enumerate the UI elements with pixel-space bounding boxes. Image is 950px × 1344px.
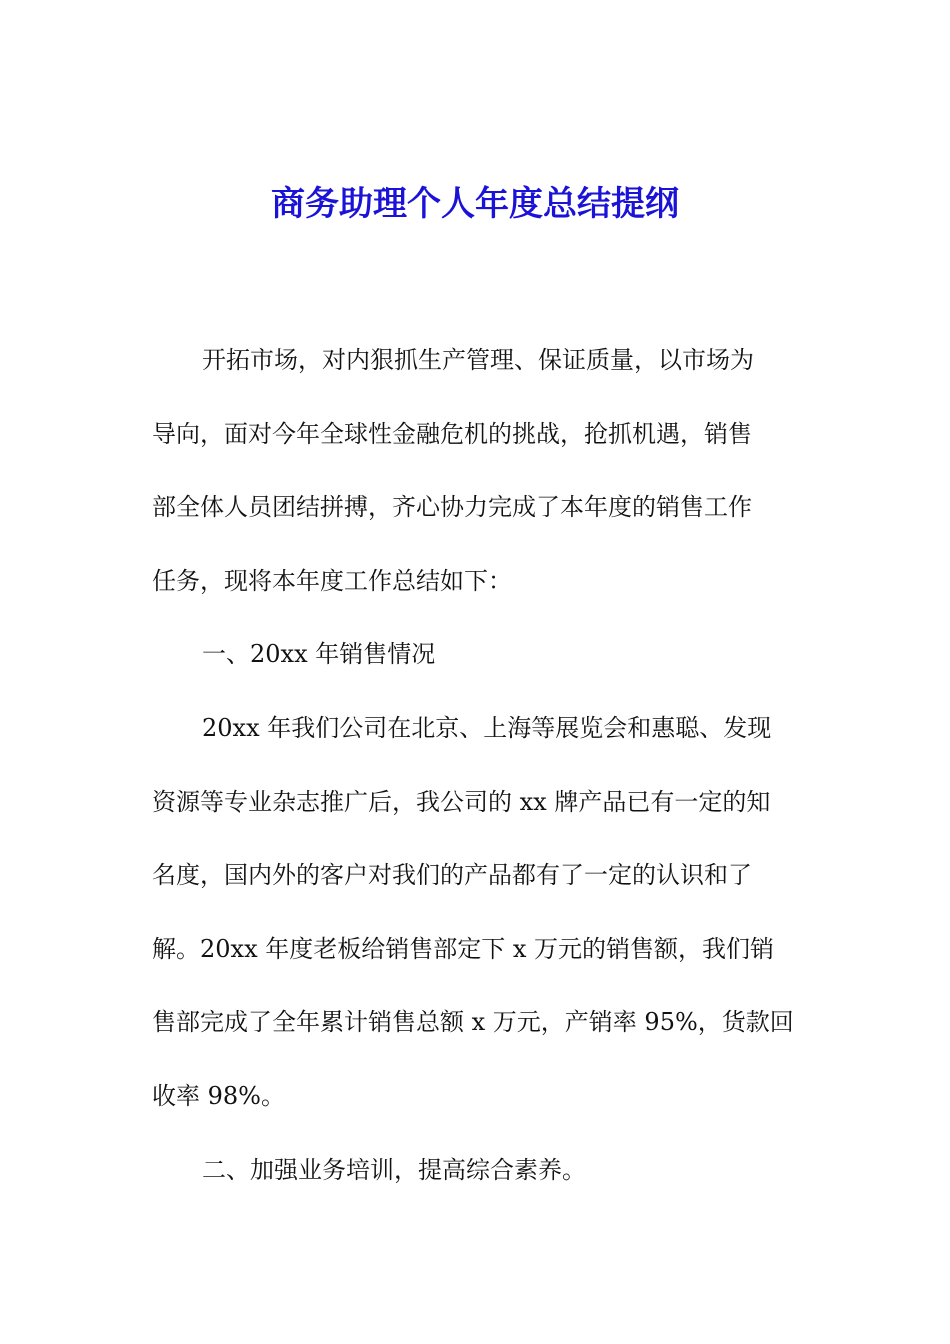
paragraph-line: 售部完成了全年累计销售总额 x 万元，产销率 95%，货款回 (152, 1008, 794, 1037)
document-title: 商务助理个人年度总结提纲 (271, 184, 679, 224)
paragraph-line: 收率 98%。 (152, 1081, 285, 1110)
paragraph-line: 资源等专业杂志推广后，我公司的 xx 牌产品已有一定的知 (152, 787, 771, 816)
paragraph-line: 任务，现将本年度工作总结如下： (152, 566, 512, 595)
paragraph-line: 部全体人员团结拼搏，齐心协力完成了本年度的销售工作 (152, 493, 752, 522)
paragraph-line: 导向，面对今年全球性金融危机的挑战，抢抓机遇，销售 (152, 419, 752, 448)
paragraph-line: 名度，国内外的客户对我们的产品都有了一定的认识和了 (152, 861, 752, 890)
paragraph-line: 开拓市场，对内狠抓生产管理、保证质量，以市场为 (202, 346, 754, 374)
paragraph-line: 20xx 年我们公司在北京、上海等展览会和惠聪、发现 (202, 713, 772, 742)
section-heading: 二、加强业务培训，提高综合素养。 (202, 1155, 586, 1184)
section-heading: 一、20xx 年销售情况 (202, 640, 436, 669)
document-body (152, 324, 812, 1207)
paragraph-line: 解。20xx 年度老板给销售部定下 x 万元的销售额，我们销 (152, 934, 775, 963)
